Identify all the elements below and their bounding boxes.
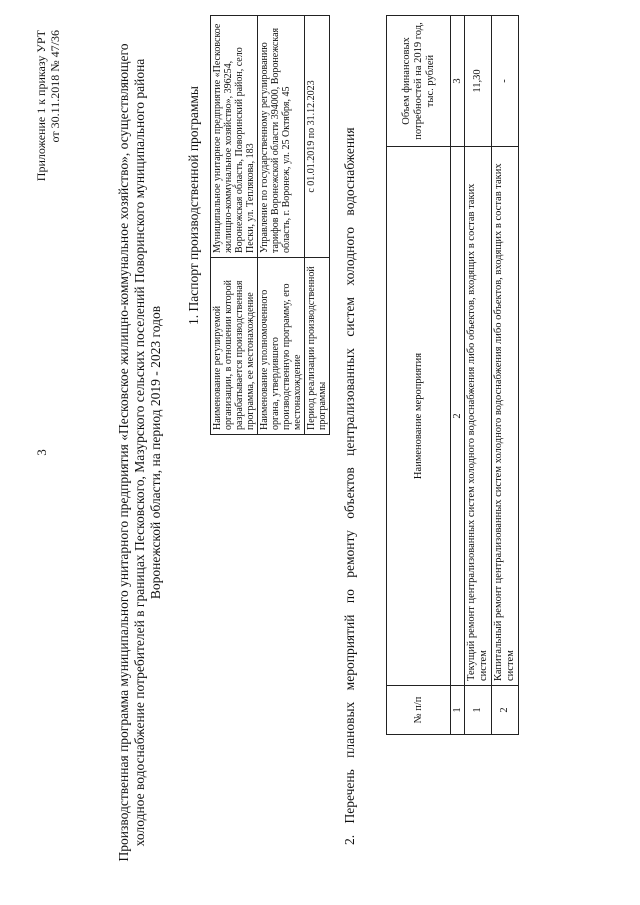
column-header-cost: Объем финансовых потребностей на 2019 год, тыс. рублей [387, 16, 451, 147]
passport-label: Наименование регулируемой организации, в отношении которой разрабатывается производственная программа, ее местонахождение [211, 258, 258, 435]
passport-table [210, 15, 330, 435]
passport-label: Период реализации производственной программы [305, 258, 330, 435]
page-number: 3 [34, 449, 49, 456]
measure-name: Текущий ремонт централизованных систем холодного водоснабжения либо объектов, входящих в состав таких систем [465, 147, 492, 686]
passport-value: с 01.01.2019 по 31.12.2023 [305, 16, 330, 258]
passport-value: Муниципальное унитарное предприятие «Песковское жилищно-коммунальное хозяйство», 396254, Воронежская область, Поворинский район, село Пески, ул. Теплякова, 183 [211, 16, 258, 258]
column-number: 3 [451, 16, 465, 147]
column-number: 1 [451, 686, 465, 735]
appendix-line-1: Приложение 1 к приказу УРТ [34, 30, 48, 182]
measure-cost: 11,30 [465, 16, 492, 147]
column-header-measure: Наименование мероприятия [387, 147, 451, 686]
passport-value: Управление по государственному регулированию тарифов Воронежской области 394000, Воронежская область, г. Воронеж, ул. 25 Октября, 45 [258, 16, 305, 258]
table-row [211, 16, 258, 435]
appendix-line-2: от 30.11.2018 № 47/36 [48, 30, 62, 143]
table-row [258, 16, 305, 435]
column-number: 2 [451, 147, 465, 686]
measure-cost: - [492, 16, 519, 147]
section-2-heading: 2. Перечень плановых мероприятий по ремонту объектов централизованных систем холодного водоснабжения [342, 127, 357, 845]
row-number: 1 [465, 686, 492, 735]
appendix-note [34, 30, 62, 181]
passport-label: Наименование уполномоченного органа, утвердившего производственную программу, его местонахождение [258, 258, 305, 435]
table-row [305, 16, 330, 435]
column-header-number: № п/п [387, 686, 451, 735]
table-row [492, 16, 519, 735]
column-numbers-row [451, 16, 465, 735]
measures-table [386, 15, 519, 735]
section-1-heading: 1. Паспорт производственной программы [186, 86, 201, 325]
table-header-row [387, 16, 451, 735]
row-number: 2 [492, 686, 519, 735]
document-title: Производственная программа муниципального унитарного предприятия «Песковское жилищно-коммунальное хозяйство», осуществляющего холодное водоснабжение потребителей в границах Песковского, Мазурского сельских поселений Поворинского муниципального района Воронежской области, на период 2019 - 2023 годов [116, 43, 163, 862]
table-row [465, 16, 492, 735]
measure-name: Капитальный ремонт централизованных систем холодного водоснабжения либо объектов, входящих в состав таких систем [492, 147, 519, 686]
